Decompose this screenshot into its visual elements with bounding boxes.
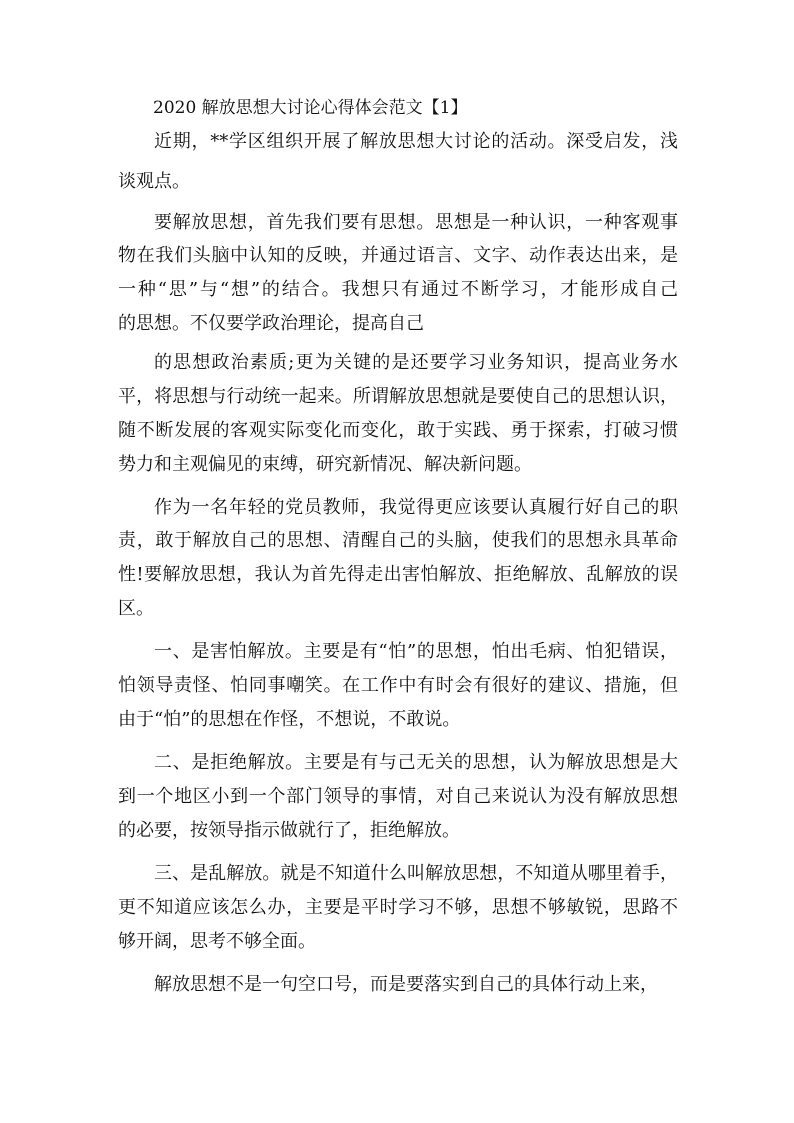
- text-line: 解放思想不是一句空口号，而是要落实到自己的具体行动上来，: [154, 974, 658, 995]
- text-line: 由于“怕”的思想在作怪，不想说，不敢说。: [118, 709, 461, 730]
- text-line: 物在我们头脑中认知的反映，并通过语言、文字、动作表达出来，是: [118, 245, 678, 266]
- text-line: 近期，**学区组织开展了解放思想大讨论的活动。深受启发，浅: [154, 131, 678, 152]
- text-line: 怕领导责怪、怕同事嘲笑。在工作中有时会有很好的建议、措施，但: [118, 675, 678, 696]
- text-line: 势力和主观偏见的束缚，研究新情况、解决新问题。: [118, 454, 532, 475]
- text-line: 二、是拒绝解放。主要是有与己无关的思想，认为解放思想是大: [154, 752, 678, 773]
- text-line: 区。: [118, 598, 154, 619]
- text-line: 责，敢于解放自己的思想、清醒自己的头脑，使我们的思想永具革命: [118, 530, 678, 551]
- text-line: 更不知道应该怎么办，主要是平时学习不够，思想不够敏锐，思路不: [118, 897, 678, 918]
- text-line: 平，将思想与行动统一起来。所谓解放思想就是要使自己的思想认识，: [118, 386, 678, 407]
- document-title: 2020 解放思想大讨论心得体会范文【1】: [153, 98, 468, 118]
- text-line: 够开阔，思考不够全面。: [118, 931, 316, 952]
- text-line: 要解放思想，首先我们要有思想。思想是一种认识，一种客观事: [154, 212, 678, 233]
- text-line: 性!要解放思想，我认为首先得走出害怕解放、拒绝解放、乱解放的误: [118, 564, 678, 585]
- text-line: 谈观点。: [118, 171, 190, 192]
- text-line: 一种“思”与“想”的结合。我想只有通过不断学习，才能形成自己: [118, 279, 678, 300]
- text-line: 作为一名年轻的党员教师，我觉得更应该要认真履行好自己的职: [154, 497, 678, 518]
- text-line: 的必要，按领导指示做就行了，拒绝解放。: [118, 820, 460, 841]
- text-line: 到一个地区小到一个部门领导的事情，对自己来说认为没有解放思想: [118, 786, 678, 807]
- text-line: 一、是害怕解放。主要是有“怕”的思想，怕出毛病、怕犯错误，: [154, 641, 678, 662]
- text-line: 的思想。不仅要学政治理论，提高自己: [118, 313, 424, 334]
- text-line: 随不断发展的客观实际变化而变化，敢于实践、勇于探索，打破习惯: [118, 420, 678, 441]
- text-line: 三、是乱解放。就是不知道什么叫解放思想，不知道从哪里着手，: [154, 863, 678, 884]
- text-line: 的思想政治素质;更为关键的是还要学习业务知识，提高业务水: [154, 352, 678, 373]
